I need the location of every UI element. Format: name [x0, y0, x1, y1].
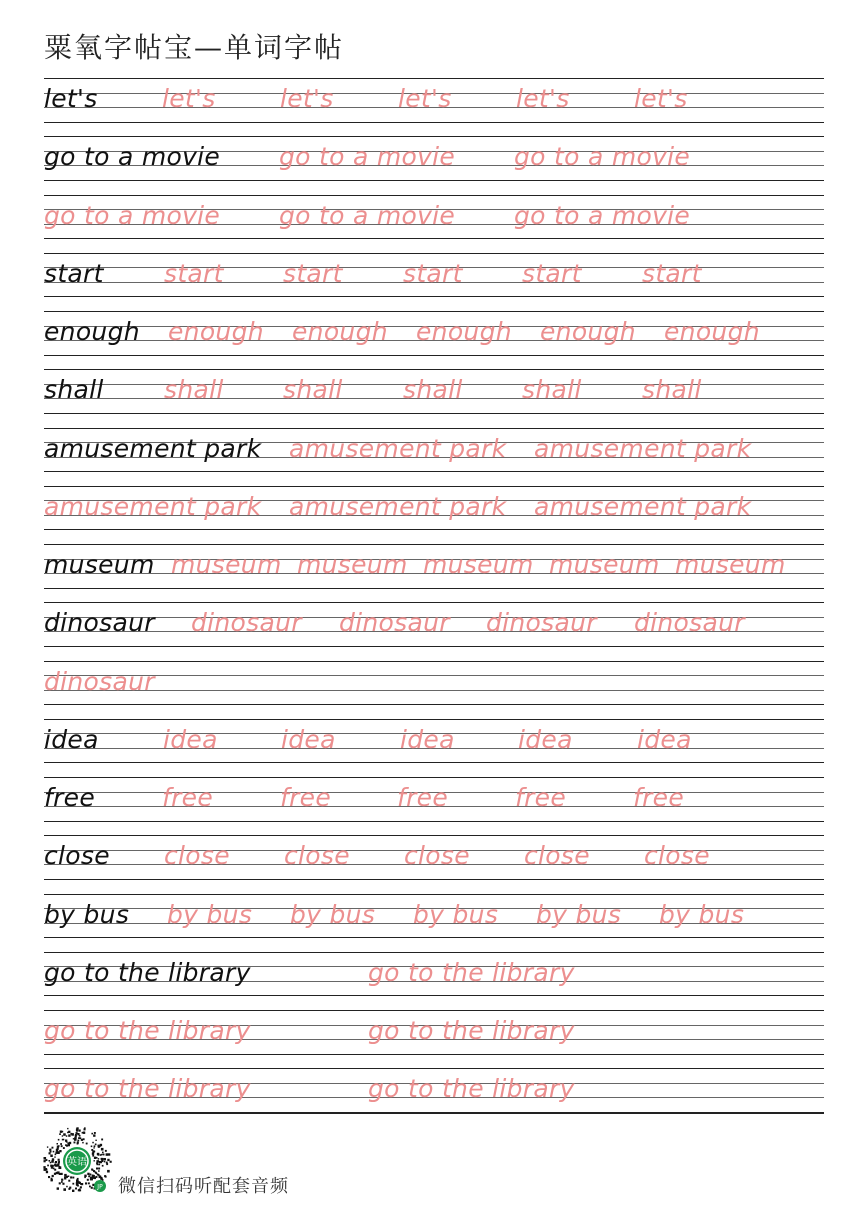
trace-word: idea — [400, 724, 455, 754]
qr-dot — [91, 1133, 93, 1135]
trace-word: amusement park — [534, 433, 752, 463]
trace-word: amusement park — [534, 491, 752, 521]
qr-dot — [68, 1188, 70, 1190]
practice-row — [44, 311, 824, 369]
qr-dot — [63, 1147, 65, 1149]
trace-word: start — [164, 258, 224, 288]
qr-dot — [81, 1183, 83, 1185]
trace-word: by bus — [290, 899, 376, 929]
qr-dot — [102, 1165, 104, 1167]
qr-dot — [95, 1144, 97, 1146]
practice-row — [44, 1010, 824, 1068]
practice-row — [44, 253, 824, 311]
practice-row — [44, 78, 824, 136]
qr-dot — [95, 1140, 96, 1141]
qr-dot — [68, 1134, 70, 1136]
model-word: amusement park — [44, 433, 262, 463]
qr-dot — [53, 1168, 55, 1170]
guide-line — [44, 762, 824, 763]
practice-row — [44, 544, 824, 602]
qr-dot — [93, 1147, 94, 1148]
qr-dot — [86, 1143, 87, 1144]
trace-word: close — [284, 841, 350, 871]
trace-word: go to a movie — [279, 200, 456, 230]
qr-dot — [79, 1130, 81, 1132]
qr-dot — [49, 1149, 51, 1151]
qr-dot — [94, 1177, 97, 1180]
trace-word: amusement park — [289, 433, 507, 463]
model-word: by bus — [44, 899, 130, 929]
qr-dot — [76, 1130, 78, 1132]
qr-dot — [84, 1128, 86, 1130]
qr-dot — [70, 1133, 72, 1135]
qr-dot — [72, 1177, 74, 1179]
guide-line — [44, 471, 824, 472]
qr-dot — [66, 1135, 68, 1137]
trace-word: free — [633, 783, 685, 812]
qr-dot — [91, 1187, 93, 1189]
guide-line — [44, 1068, 824, 1069]
practice-row — [44, 428, 824, 486]
qr-dot — [67, 1128, 68, 1129]
practice-row — [44, 894, 824, 952]
qr-dot — [92, 1175, 94, 1177]
qr-dot — [92, 1155, 94, 1157]
qr-dot — [61, 1179, 63, 1181]
guide-line — [44, 296, 824, 297]
qr-dot — [87, 1179, 89, 1181]
qr-dot — [94, 1160, 95, 1161]
qr-dot — [77, 1185, 79, 1187]
qr-dot — [89, 1186, 91, 1188]
qr-dot — [54, 1173, 56, 1175]
trace-word: by bus — [536, 899, 622, 929]
guide-line — [44, 879, 824, 880]
qr-badge-label: 英语 — [67, 1157, 87, 1168]
qr-dot — [104, 1175, 106, 1177]
qr-dot — [106, 1153, 109, 1156]
guide-line — [44, 544, 824, 545]
page-title: 粟氧字帖宝—单词字帖 — [44, 31, 345, 64]
trace-word: shall — [522, 375, 582, 405]
qr-dot — [58, 1139, 60, 1141]
qr-dot — [44, 1160, 46, 1162]
qr-dot — [90, 1174, 92, 1176]
qr-dot — [64, 1177, 66, 1179]
qr-dot — [98, 1164, 100, 1166]
trace-word: go to a movie — [44, 200, 221, 230]
qr-dot — [77, 1142, 79, 1144]
qr-dot — [103, 1154, 105, 1156]
practice-row — [44, 486, 824, 544]
qr-dot — [94, 1145, 96, 1147]
qr-dot — [67, 1142, 69, 1144]
qr-dot — [101, 1154, 102, 1155]
trace-word: enough — [540, 317, 636, 346]
trace-word: enough — [416, 317, 512, 346]
model-word: museum — [44, 550, 155, 579]
qr-dot — [63, 1139, 65, 1141]
trace-word: dinosaur — [339, 608, 450, 638]
qr-dot — [47, 1165, 49, 1167]
qr-dot — [50, 1162, 52, 1164]
qr-dot — [59, 1166, 61, 1168]
qr-dot — [72, 1190, 74, 1192]
model-word: go to the library — [44, 957, 251, 987]
qr-dot — [67, 1132, 69, 1134]
qr-dot — [55, 1161, 57, 1163]
qr-dot — [101, 1139, 103, 1141]
guide-line — [44, 180, 824, 181]
trace-word: go to a movie — [279, 142, 456, 172]
sheet-bottom-rule — [44, 1113, 824, 1114]
practice-row — [44, 835, 824, 893]
trace-word: free — [397, 783, 449, 812]
guide-line — [44, 136, 824, 137]
trace-word: by bus — [413, 899, 499, 929]
trace-word: shall — [403, 375, 463, 405]
trace-word: museum — [297, 550, 408, 579]
qr-dot — [51, 1160, 53, 1162]
trace-word: close — [404, 841, 470, 871]
practice-row — [44, 719, 824, 777]
trace-word: dinosaur — [486, 608, 597, 638]
qr-dot — [92, 1142, 94, 1144]
guide-line — [44, 238, 824, 239]
qr-dot — [45, 1169, 47, 1171]
qr-small-badge-label: JP — [97, 1183, 103, 1191]
qr-dot — [99, 1161, 101, 1163]
qr-code-icon[interactable] — [42, 1126, 112, 1196]
qr-dot — [57, 1151, 59, 1153]
trace-word: start — [403, 258, 463, 288]
practice-row — [44, 602, 824, 660]
qr-dot — [105, 1150, 107, 1152]
qr-dot — [74, 1138, 77, 1141]
trace-word: go to the library — [44, 1074, 251, 1104]
qr-dot — [84, 1175, 86, 1177]
qr-dot — [70, 1176, 72, 1178]
guide-line — [44, 894, 824, 895]
qr-dot — [61, 1181, 63, 1183]
trace-word: idea — [281, 724, 336, 754]
trace-word: enough — [168, 317, 264, 346]
qr-dot — [59, 1133, 61, 1135]
trace-word: free — [280, 783, 332, 812]
qr-dot — [98, 1146, 100, 1148]
trace-word: go to a movie — [514, 142, 691, 172]
trace-word: let's — [162, 84, 216, 113]
guide-line — [44, 1010, 824, 1011]
trace-word: idea — [163, 724, 218, 754]
trace-word: idea — [637, 724, 692, 754]
trace-word: free — [162, 783, 214, 812]
trace-word: go to the library — [368, 957, 575, 987]
qr-dot — [82, 1132, 84, 1134]
qr-dot — [101, 1148, 104, 1151]
qr-dot — [68, 1180, 70, 1182]
trace-word: go to the library — [368, 1016, 575, 1045]
qr-dot — [66, 1141, 68, 1143]
qr-dot — [52, 1175, 54, 1177]
qr-dot — [52, 1158, 54, 1160]
guide-line — [44, 777, 824, 778]
guide-line — [44, 428, 824, 429]
qr-dot — [83, 1132, 85, 1134]
guide-line — [44, 122, 824, 123]
guide-line — [44, 486, 824, 487]
trace-word: shall — [164, 375, 224, 405]
qr-dot — [107, 1159, 109, 1161]
trace-word: let's — [634, 84, 688, 113]
qr-dot — [93, 1175, 95, 1177]
qr-dot — [57, 1187, 59, 1189]
qr-dot — [74, 1142, 76, 1144]
qr-dot — [106, 1162, 108, 1164]
trace-word: go to the library — [44, 1016, 251, 1045]
qr-dot — [79, 1189, 81, 1191]
qr-dot — [82, 1142, 84, 1144]
qr-dot — [47, 1146, 48, 1147]
trace-word: by bus — [659, 899, 745, 929]
qr-dot — [76, 1132, 78, 1134]
practice-row — [44, 136, 824, 194]
qr-dot — [57, 1148, 59, 1150]
qr-dot — [58, 1161, 60, 1163]
qr-dot — [88, 1182, 90, 1184]
qr-dot — [62, 1183, 64, 1185]
guide-line — [44, 690, 824, 691]
qr-dot — [73, 1138, 74, 1139]
qr-dot — [68, 1176, 70, 1178]
qr-dot — [66, 1186, 68, 1188]
qr-dot — [52, 1147, 54, 1149]
qr-dot — [49, 1160, 51, 1162]
qr-dot — [55, 1154, 57, 1156]
qr-dot — [104, 1161, 106, 1163]
guide-line — [44, 995, 824, 996]
trace-word: start — [283, 258, 343, 288]
qr-dot — [46, 1171, 48, 1173]
practice-row — [44, 661, 824, 719]
trace-word: let's — [398, 84, 452, 113]
qr-dot — [76, 1181, 79, 1184]
qr-dot — [94, 1157, 96, 1159]
qr-dot — [46, 1159, 48, 1161]
qr-dot — [60, 1143, 62, 1145]
trace-word: shall — [283, 375, 343, 405]
trace-word: by bus — [167, 899, 253, 929]
trace-word: museum — [171, 550, 282, 579]
guide-line — [44, 835, 824, 836]
practice-row — [44, 1068, 824, 1126]
qr-dot — [77, 1127, 79, 1129]
qr-dot — [50, 1151, 52, 1153]
trace-word: amusement park — [289, 491, 507, 521]
practice-sheet — [44, 78, 824, 1127]
model-word: shall — [44, 375, 104, 405]
qr-dot — [85, 1182, 87, 1184]
qr-dot — [75, 1188, 77, 1190]
trace-word: close — [644, 841, 710, 871]
qr-dot — [98, 1170, 100, 1172]
qr-dot — [77, 1140, 79, 1142]
model-word: go to a movie — [44, 142, 221, 172]
guide-line — [44, 661, 824, 662]
qr-dot — [98, 1168, 100, 1170]
qr-dot — [61, 1173, 63, 1175]
qr-dot — [94, 1132, 96, 1134]
trace-word: enough — [664, 317, 760, 346]
guide-line — [44, 588, 824, 589]
qr-dot — [59, 1150, 61, 1152]
trace-word: close — [524, 841, 590, 871]
qr-dot — [107, 1170, 110, 1173]
trace-word: let's — [516, 84, 570, 113]
qr-dot — [110, 1161, 112, 1163]
qr-dot — [63, 1188, 66, 1191]
qr-dot — [102, 1152, 104, 1154]
audio-scan-hint: 微信扫码听配套音频 — [118, 1176, 289, 1197]
qr-dot — [57, 1164, 59, 1166]
trace-word: go to the library — [368, 1074, 575, 1104]
model-word: enough — [44, 317, 140, 346]
trace-word: amusement park — [44, 491, 262, 521]
qr-dot — [96, 1162, 98, 1164]
qr-dot — [64, 1134, 65, 1135]
qr-dot — [96, 1160, 98, 1162]
guide-line — [44, 719, 824, 720]
guide-line — [44, 253, 824, 254]
trace-word: dinosaur — [634, 608, 745, 638]
model-word: idea — [44, 724, 99, 754]
qr-dot — [61, 1145, 63, 1147]
guide-line — [44, 195, 824, 196]
qr-dot — [60, 1131, 62, 1133]
model-word: start — [44, 258, 104, 288]
trace-word: dinosaur — [191, 608, 302, 638]
qr-dot — [98, 1154, 100, 1156]
trace-word: idea — [518, 724, 573, 754]
practice-row — [44, 952, 824, 1010]
model-word: let's — [44, 84, 98, 113]
guide-line — [44, 413, 824, 414]
trace-word: let's — [280, 84, 334, 113]
trace-word: museum — [675, 550, 786, 579]
qr-dot — [50, 1155, 53, 1158]
guide-line — [44, 529, 824, 530]
qr-dot — [59, 1182, 61, 1184]
guide-line — [44, 78, 824, 79]
trace-word: close — [164, 841, 230, 871]
qr-dot — [89, 1175, 90, 1176]
trace-word: museum — [423, 550, 534, 579]
trace-word: start — [642, 258, 702, 288]
guide-line — [44, 1054, 824, 1055]
qr-dot — [53, 1151, 55, 1153]
qr-dot — [98, 1158, 100, 1160]
qr-dot — [92, 1153, 94, 1155]
trace-word: start — [522, 258, 582, 288]
practice-row — [44, 369, 824, 427]
guide-line — [44, 311, 824, 312]
qr-dot — [77, 1178, 79, 1180]
qr-dot — [48, 1176, 50, 1178]
qr-dot — [62, 1135, 63, 1136]
guide-line — [44, 646, 824, 647]
guide-line — [44, 369, 824, 370]
qr-dot — [66, 1145, 68, 1147]
qr-dot — [93, 1151, 95, 1153]
model-word: free — [44, 783, 96, 812]
qr-dot — [79, 1137, 81, 1139]
qr-dot — [75, 1135, 77, 1137]
qr-dot — [93, 1134, 95, 1136]
qr-dot — [101, 1160, 103, 1162]
qr-dot — [57, 1143, 59, 1145]
trace-word: enough — [292, 317, 388, 346]
qr-dot — [79, 1182, 81, 1184]
qr-dot — [72, 1183, 74, 1185]
qr-dot — [101, 1158, 103, 1160]
qr-dot — [80, 1186, 82, 1188]
practice-row — [44, 777, 824, 835]
qr-dot — [104, 1158, 106, 1160]
qr-dot — [49, 1152, 51, 1154]
guide-line — [44, 602, 824, 603]
qr-dot — [87, 1173, 89, 1175]
qr-dot — [69, 1142, 71, 1144]
guide-line — [44, 355, 824, 356]
trace-word: go to a movie — [514, 200, 691, 230]
qr-dot — [77, 1133, 79, 1135]
qr-dot — [91, 1146, 93, 1148]
qr-dot — [58, 1159, 60, 1161]
qr-dot — [91, 1149, 93, 1151]
trace-word: free — [515, 783, 567, 812]
model-word: close — [44, 841, 110, 871]
guide-line — [44, 704, 824, 705]
model-word: dinosaur — [44, 608, 155, 638]
qr-dot — [43, 1166, 45, 1168]
guide-line — [44, 952, 824, 953]
guide-line — [44, 937, 824, 938]
trace-word: dinosaur — [44, 666, 155, 696]
qr-dot — [57, 1171, 59, 1173]
qr-dot — [108, 1153, 110, 1155]
qr-dot — [51, 1179, 53, 1181]
qr-dot — [96, 1168, 98, 1170]
qr-dot — [91, 1169, 93, 1171]
qr-dot — [83, 1138, 85, 1140]
trace-word: shall — [642, 375, 702, 405]
practice-row — [44, 195, 824, 253]
qr-dot — [54, 1156, 55, 1157]
qr-dot — [64, 1174, 67, 1177]
qr-dot — [57, 1146, 59, 1148]
guide-line — [44, 821, 824, 822]
trace-word: museum — [549, 550, 660, 579]
guide-line — [44, 675, 824, 676]
